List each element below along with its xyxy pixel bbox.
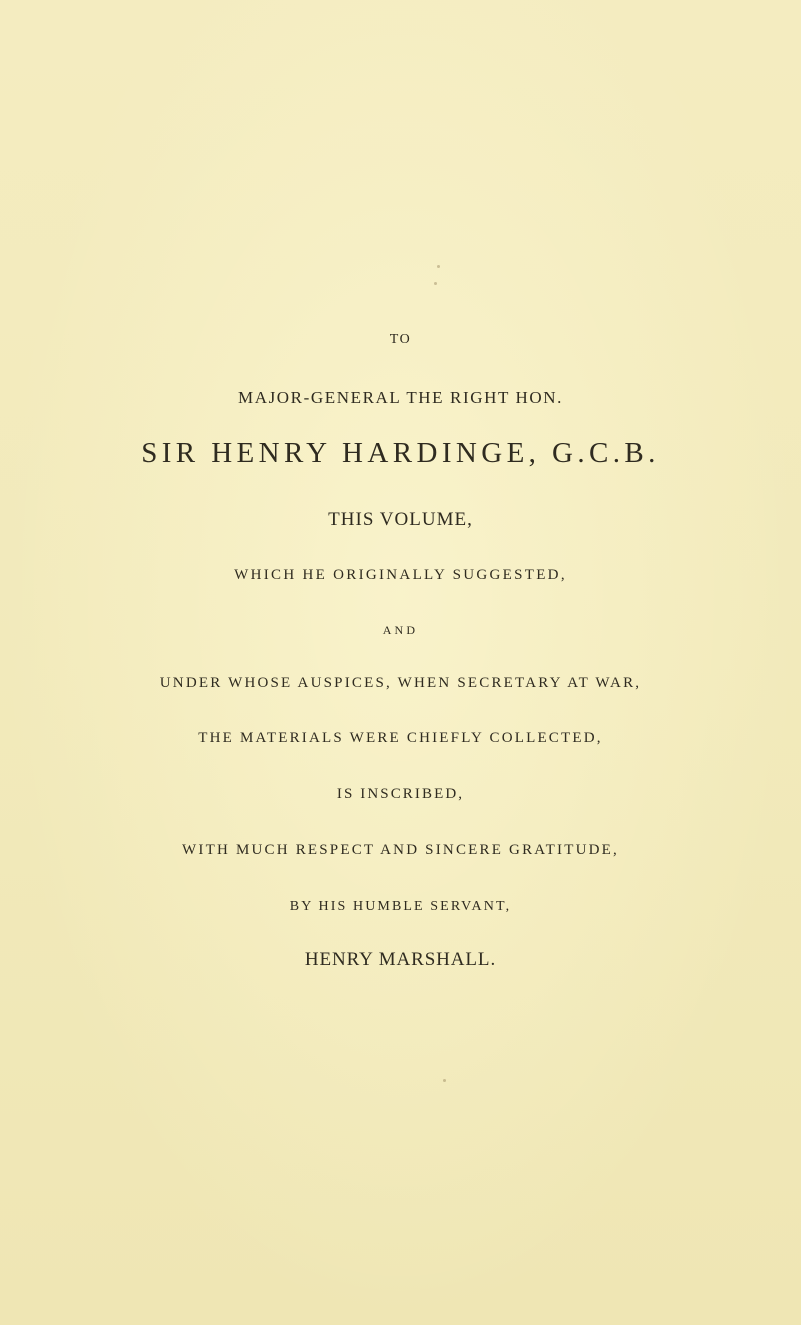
dedication-which: WHICH HE ORIGINALLY SUGGESTED,	[234, 567, 567, 583]
dedication-and: AND	[382, 623, 419, 637]
dedication-with: WITH MUCH RESPECT AND SINCERE GRATITUDE,	[182, 842, 619, 858]
dedication-inscribed: IS INSCRIBED,	[336, 786, 465, 802]
dedication-materials: THE MATERIALS WERE CHIEFLY COLLECTED,	[198, 730, 603, 746]
dedication-to: TO	[389, 332, 412, 347]
dedication-under: UNDER WHOSE AUSPICES, WHEN SECRETARY AT WAR,	[159, 675, 642, 691]
dedicatee-name: SIR HENRY HARDINGE, G.C.B.	[141, 437, 660, 469]
author-signature: HENRY MARSHALL.	[304, 949, 497, 970]
dedication-by: BY HIS HUMBLE SERVANT,	[289, 899, 512, 914]
paper-speck	[443, 1079, 446, 1082]
dedication-volume: THIS VOLUME,	[328, 509, 473, 530]
dedication-rank: MAJOR-GENERAL THE RIGHT HON.	[238, 388, 563, 407]
paper-speck	[437, 265, 440, 268]
paper-speck	[434, 282, 437, 285]
